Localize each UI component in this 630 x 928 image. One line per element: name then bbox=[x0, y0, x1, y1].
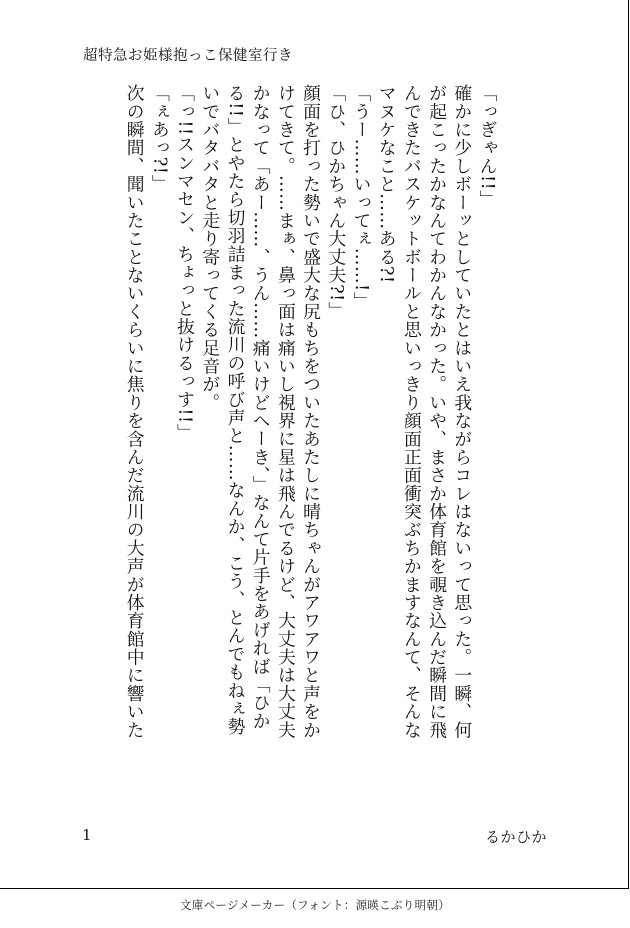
text-line: 確かに少しボーッとしていたとはいえ我ながらコレはないって思った。一瞬、何 bbox=[451, 84, 473, 739]
vertical-body-text bbox=[80, 84, 500, 802]
text-line: 「っぎゃん!!」 bbox=[477, 84, 498, 209]
text-line: 「うー……いってぇ……!」 bbox=[350, 84, 372, 310]
text-line: 「ひ、ひかちゃん大丈夫?!」 bbox=[325, 84, 347, 320]
page-number: 1 bbox=[82, 826, 92, 844]
text-line: 顔面を打った勢いで盛大な尻もちをついたあたしに晴ちゃんがアワアワと声をか bbox=[300, 84, 322, 739]
generator-credit: 文庫ページメーカー（フォント：源暎こぶり明朝） bbox=[179, 898, 451, 912]
text-line: が起こったかなんてわかんなかった。いや、まさか体育館を覗き込んだ瞬間に飛 bbox=[426, 84, 448, 739]
text-line: いでバタバタと走り寄ってくる足音が。 bbox=[199, 84, 221, 412]
text-line: 次の瞬間、聞いたことないくらいに焦りを含んだ流川の大声が体育館中に響いた bbox=[124, 84, 146, 739]
text-line: んできたバスケットボールと思いっきり顔面正面衝突ぶちかますなんて、そんな bbox=[401, 84, 423, 739]
author-name: るかひか bbox=[485, 828, 548, 846]
text-line: けてきて。……まぁ、鼻っ面は痛いし視界に星は飛んでるけど、大丈夫は大丈夫 bbox=[275, 84, 297, 739]
text-line: マヌケなこと……ある?! bbox=[376, 84, 398, 284]
running-header-title: 超特急お姫様抱っこ保健室行き bbox=[83, 48, 293, 64]
text-line: かなって「あー……、うん……痛いけどへーき、」なんて片手をあげれば「ひか bbox=[250, 84, 272, 730]
text-line: 「っ!!スンマセン、ちょっと抜けるっす!!」 bbox=[174, 84, 196, 442]
text-line: 「ぇあっ?!」 bbox=[149, 84, 171, 193]
text-line: る!!」とやたら切羽詰まった流川の呼び声と……なんか、こう、とんでもねぇ勢 bbox=[224, 84, 246, 736]
